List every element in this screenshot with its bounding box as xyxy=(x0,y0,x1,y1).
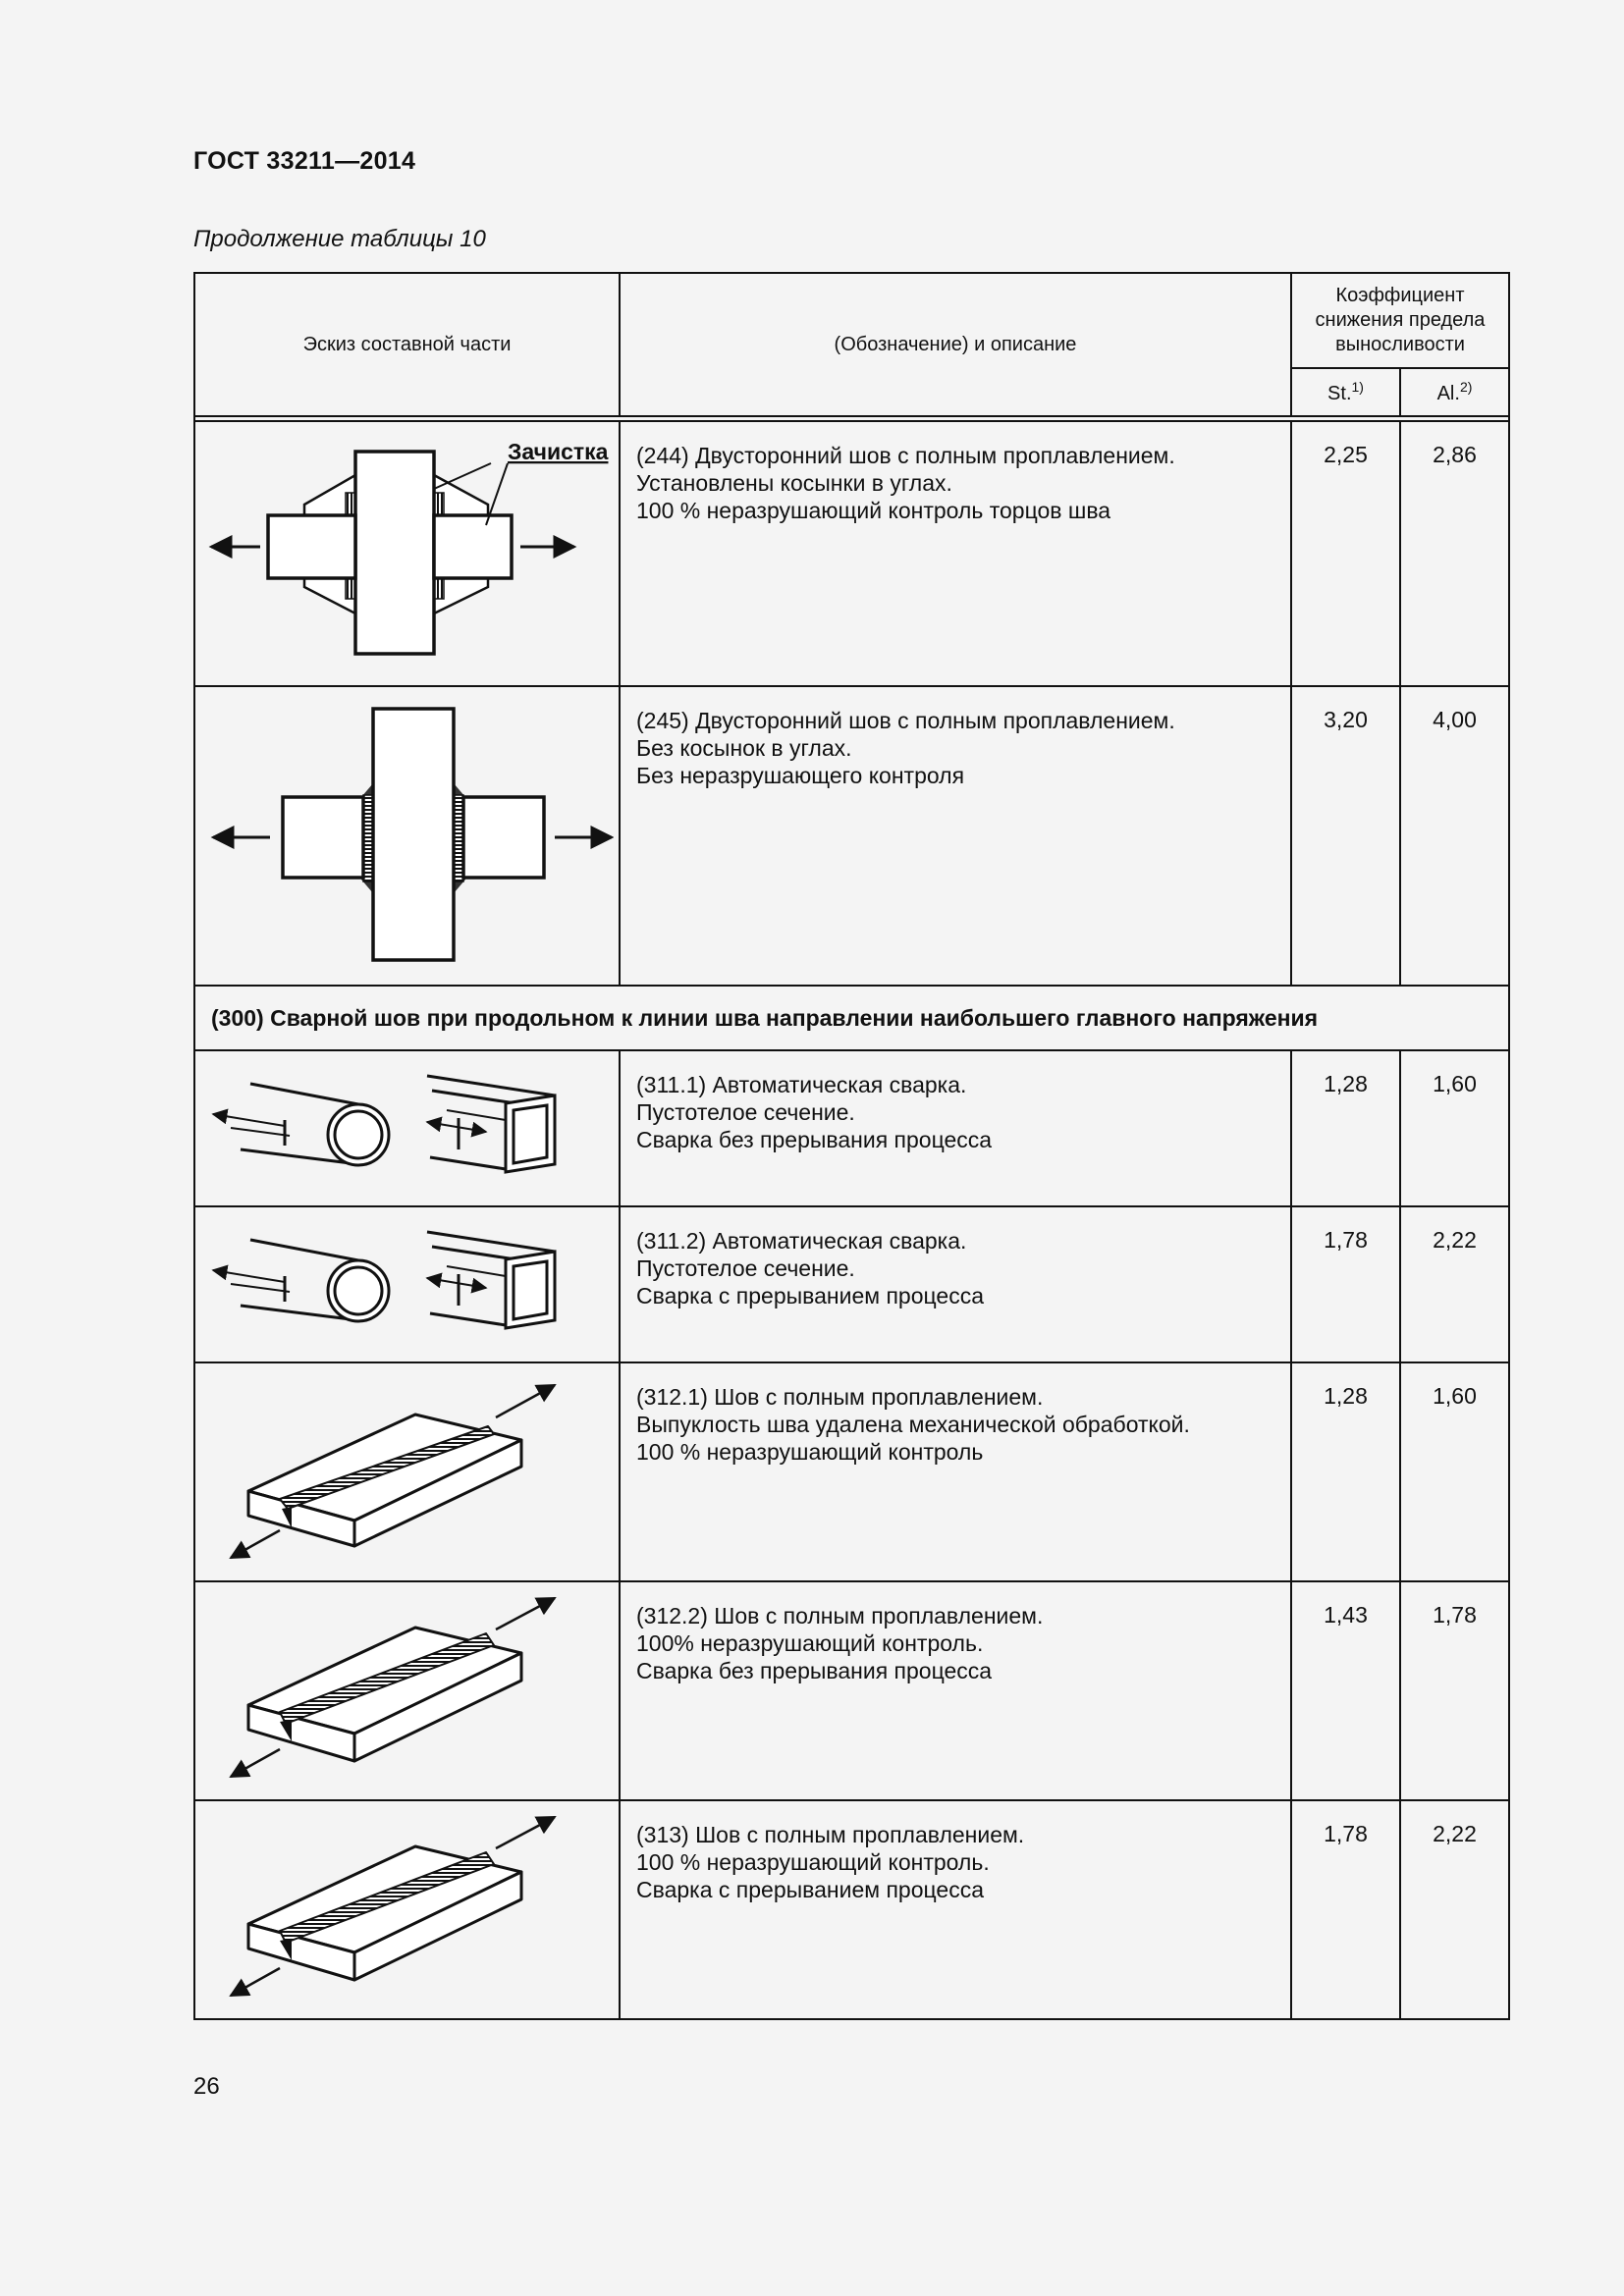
butt-weld-plate-sketch xyxy=(201,1801,614,2013)
sketch-312-1 xyxy=(194,1362,620,1581)
desc-line: 100 % неразрушающий контроль. xyxy=(636,1849,990,1875)
header-al xyxy=(1400,368,1509,416)
st-value: 1,43 xyxy=(1291,1581,1400,1800)
sketch-311-1 xyxy=(194,1050,620,1206)
desc-line: 100 % неразрушающий контроль торцов шва xyxy=(636,498,1111,523)
table-row xyxy=(194,1206,1509,1362)
header-st xyxy=(1291,368,1400,416)
desc-line: Сварка без прерывания процесса xyxy=(636,1127,993,1152)
al-value: 4,00 xyxy=(1400,686,1509,986)
description-313 xyxy=(620,1800,1291,2019)
description-312-2 xyxy=(620,1581,1291,1800)
header-coefficient: Коэффициент снижения предела выносливости xyxy=(1291,273,1509,368)
table-caption: Продолжение таблицы 10 xyxy=(193,226,486,252)
header-description: (Обозначение) и описание xyxy=(620,273,1291,416)
hollow-section-sketch xyxy=(201,1207,614,1355)
desc-line: (312.2) Шов с полным проплавлением. xyxy=(636,1603,1044,1629)
st-value: 1,78 xyxy=(1291,1800,1400,2019)
desc-line: (245) Двусторонний шов с полным проплавлением. xyxy=(636,708,1175,733)
st-value: 1,78 xyxy=(1291,1206,1400,1362)
header-al-label: Al. xyxy=(1436,383,1460,404)
al-value: 1,60 xyxy=(1400,1050,1509,1206)
desc-line: Пустотелое сечение. xyxy=(636,1255,855,1281)
cruciform-gusset-sketch xyxy=(201,422,614,679)
header-st-footnote: 1) xyxy=(1351,379,1364,395)
description-244 xyxy=(620,421,1291,686)
table-row xyxy=(194,1581,1509,1800)
st-value: 1,28 xyxy=(1291,1050,1400,1206)
header-row xyxy=(194,273,1509,368)
sketch-311-2 xyxy=(194,1206,620,1362)
desc-line: 100% неразрушающий контроль. xyxy=(636,1630,984,1656)
al-value: 2,22 xyxy=(1400,1206,1509,1362)
table-row xyxy=(194,421,1509,686)
al-value: 2,86 xyxy=(1400,421,1509,686)
st-value: 1,28 xyxy=(1291,1362,1400,1581)
al-value: 2,22 xyxy=(1400,1800,1509,2019)
table-row xyxy=(194,1050,1509,1206)
document-header: ГОСТ 33211—2014 xyxy=(193,147,416,175)
desc-line: (312.1) Шов с полным проплавлением. xyxy=(636,1384,1044,1410)
desc-line: Без неразрушающего контроля xyxy=(636,763,965,788)
desc-line: (313) Шов с полным проплавлением. xyxy=(636,1822,1025,1847)
sketch-244 xyxy=(194,421,620,686)
desc-line: (244) Двусторонний шов с полным проплавлением. xyxy=(636,443,1175,468)
al-value: 1,60 xyxy=(1400,1362,1509,1581)
table-row xyxy=(194,1362,1509,1581)
table-row xyxy=(194,686,1509,986)
desc-line: Сварка с прерыванием процесса xyxy=(636,1283,984,1308)
table-row xyxy=(194,1800,1509,2019)
description-312-1 xyxy=(620,1362,1291,1581)
desc-line: Пустотелое сечение. xyxy=(636,1099,855,1125)
sketch-label-zachistka: Зачистка xyxy=(507,439,608,464)
desc-line: Без косынок в углах. xyxy=(636,735,852,761)
desc-line: (311.2) Автоматическая сварка. xyxy=(636,1228,967,1254)
desc-line: Сварка без прерывания процесса xyxy=(636,1658,993,1683)
desc-line: (311.1) Автоматическая сварка. xyxy=(636,1072,967,1097)
sketch-312-2 xyxy=(194,1581,620,1800)
header-sketch: Эскиз составной части xyxy=(194,273,620,416)
description-245 xyxy=(620,686,1291,986)
st-value: 3,20 xyxy=(1291,686,1400,986)
description-311-2 xyxy=(620,1206,1291,1362)
header-st-label: St. xyxy=(1327,383,1352,404)
section-300-title: (300) Сварной шов при продольном к линии шва направлении наибольшего главного напряжения xyxy=(194,986,1509,1050)
sketch-313 xyxy=(194,1800,620,2019)
desc-line: Сварка с прерыванием процесса xyxy=(636,1877,984,1902)
spec-table xyxy=(193,272,1510,2020)
cruciform-sketch xyxy=(201,687,614,980)
page-number: 26 xyxy=(193,2073,220,2100)
butt-weld-plate-sketch xyxy=(201,1582,614,1794)
sketch-245 xyxy=(194,686,620,986)
al-value: 1,78 xyxy=(1400,1581,1509,1800)
desc-line: Выпуклость шва удалена механической обработкой. xyxy=(636,1412,1190,1437)
st-value: 2,25 xyxy=(1291,421,1400,686)
hollow-section-sketch xyxy=(201,1051,614,1199)
header-al-footnote: 2) xyxy=(1459,379,1473,395)
section-row xyxy=(194,986,1509,1050)
butt-weld-plate-sketch xyxy=(201,1363,614,1575)
desc-line: 100 % неразрушающий контроль xyxy=(636,1439,984,1465)
description-311-1 xyxy=(620,1050,1291,1206)
desc-line: Установлены косынки в углах. xyxy=(636,470,952,496)
